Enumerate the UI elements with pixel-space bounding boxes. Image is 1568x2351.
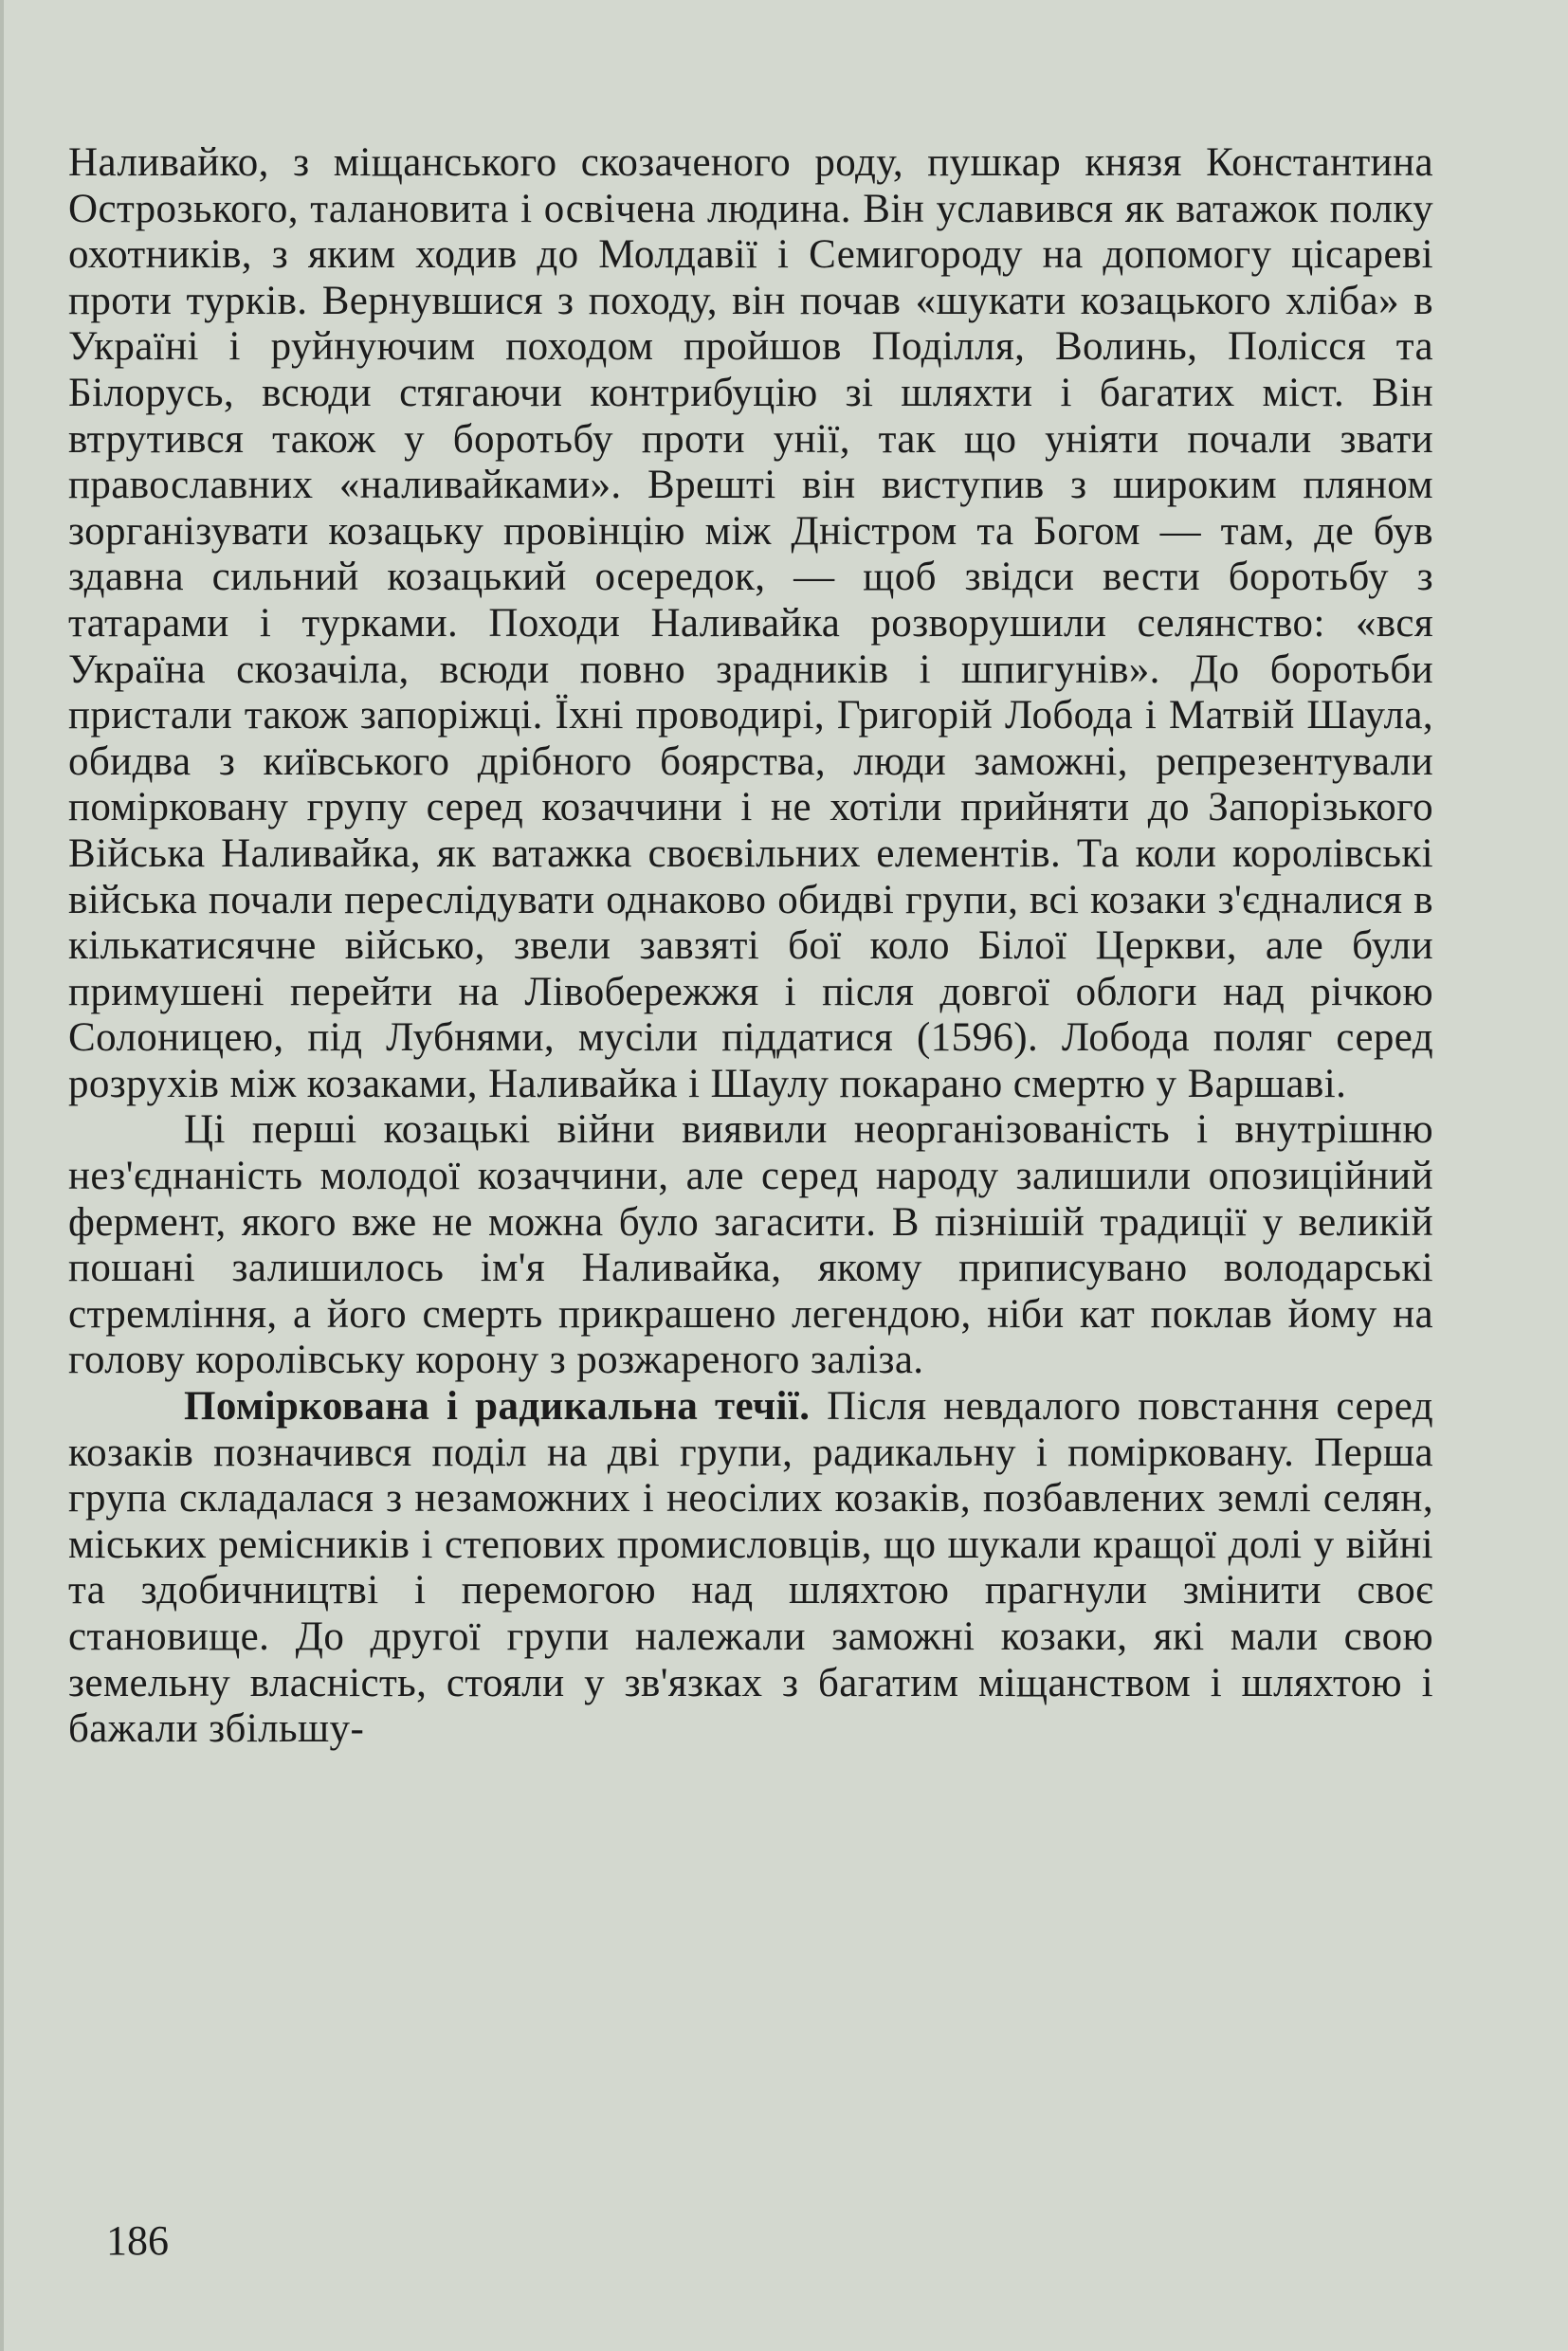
paragraph-cossack-wars: Ці перші козацькі війни виявили неорганізованість і внутрішню нез'єднаність молодої козаччини, але серед народу залишили опозиційний фермент, якого вже не можна було загасити. В пізнішій традиції у великій пошані залишилось ім'я Наливайка, якому приписувано володарські стремління, а його смерть прикрашено легендою, ніби кат поклав йому на голову королівську корону з розжареного заліза. [68,1107,1433,1383]
page-edge [0,0,4,2351]
page-number: 186 [106,2217,169,2264]
section-heading: Поміркована і радикальна течії. [184,1384,811,1430]
paragraph-naliwaiko: Наливайко, з міщанського скозаченого роду, пушкар князя Константина Острозького, талановита і освічена людина. Він уславився як ватажок полку охотників, з яким ходив до Молдавії і Семигороду на допомогу цісареві проти турків. Вернувшися з походу, він почав «шукати козацького хліба» в Україні і руйнуючим походом пройшов Поділля, Волинь, Полісся та Білорусь, всюди стягаючи контрибуцію зі шляхти і багатих міст. Він втрутився також у боротьбу проти унії, так що уніяти почали звати православних «наливайками». Врешті він виступив з широким пляном зорганізувати козацьку провінцію між Дністром та Богом — там, де був здавна сильний козацький осередок, — щоб звідси вести боротьбу з татарами і турками. Походи Наливайка розворушили селянство: «вся Україна скозачіла, всюди повно зрадників і шпигунів». До боротьби пристали також запоріжці. Їхні проводирі, Григорій Лобода і Матвій Шаула, обидва з київського дрібного боярства, люди заможні, репрезентували поміркованy групу серед козаччини і не хотіли прийняти до Запорізького Війська Наливайка, як ватажка своєвільних елементів. Та коли королівські війська почали переслідувати однаково обидві групи, всі козаки з'єдналися в кількатисячне військо, звели завзяті бої коло Білої Церкви, але були примушені перейти на Лівобережжя і після довгої облоги над річкою Солоницею, під Лубнями, мусіли піддатися (1596). Лобода поляг серед розрухів між козаками, Наливайка і Шаулу покарано смертю у Варшаві. [68,140,1433,1106]
paragraph-moderate-radical [68,1384,1433,1753]
body-text [68,140,1433,1753]
paragraph-moderate-radical-text: Після невдалого повстання серед козаків позначився поділ на дві групи, радикальну і помірковану. Перша група складалася з незаможних і неосілих козаків, позбавлених землі селян, міських ремісників і степових промисловців, що шукали кращої долі у війні та здобичництві і перемогою над шляхтою прагнули змінити своє становище. До другої групи належали заможні козаки, які мали свою земельну власність, стояли у зв'язках з багатим міщанством і шляхтою і бажали збільшу- [68,1384,1434,1752]
